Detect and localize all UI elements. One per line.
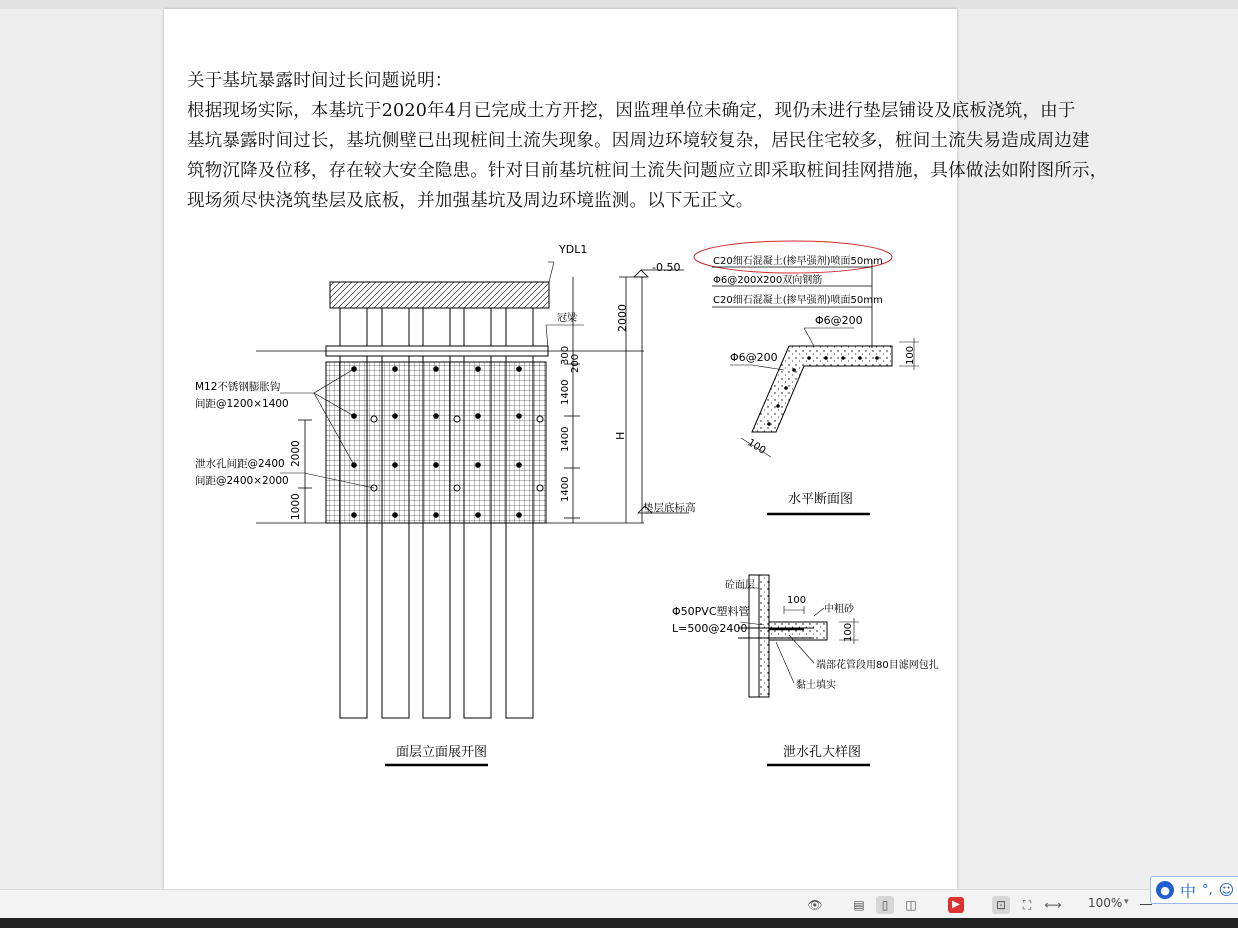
ime-punctuation-icon[interactable]: °,	[1202, 882, 1213, 898]
drain-dim-100-b: 100	[843, 622, 854, 642]
crown-beam-label: 冠梁	[557, 313, 577, 324]
actual-size-icon[interactable]: ⊡	[992, 896, 1010, 914]
section-labels	[713, 254, 916, 507]
top-band	[0, 0, 1238, 9]
drain-sand-label: 中粗砂	[824, 604, 854, 615]
drain-pipe-label: Φ50PVC塑料管	[672, 605, 750, 618]
zoom-out-icon[interactable]	[1140, 904, 1152, 905]
status-bar	[0, 889, 1238, 919]
note-line-4: 现场须尽快浇筑垫层及底板，并加强基坑及周边环境监测。以下无正文。	[187, 191, 754, 211]
drain-surface-label: 砼面层	[725, 580, 755, 591]
fit-width-icon[interactable]: ⟷	[1044, 898, 1062, 912]
zoom-dropdown-icon[interactable]: ▾	[1124, 897, 1129, 907]
note-line-2: 基坑暴露时间过长，基坑侧壁已出现桩间土流失现象。因周边环境较复杂，居民住宅较多，桩间土流失易造成周边建	[187, 131, 1090, 151]
single-page-icon[interactable]: ▯	[876, 896, 894, 914]
ime-language[interactable]: 中	[1180, 881, 1197, 901]
elevation-caption: 面层立面展开图	[396, 745, 488, 760]
drain-detail-labels	[672, 578, 939, 760]
anchor-label: M12不锈钢膨胀钩	[195, 381, 281, 393]
bottom-level-label: 垫层底标高	[643, 502, 696, 514]
eye-protection-icon[interactable]: 👁	[807, 898, 823, 912]
note-line-1: 根据现场实际，本基坑于2020年4月已完成土方开挖，因监理单位未确定，现仍未进行垫层铺设及底板浇筑，由于	[187, 101, 1076, 121]
dual-page-icon[interactable]: ◫	[905, 898, 917, 912]
drain-label: 泄水孔间距@2400	[195, 458, 285, 470]
dim-1400-a: 1400	[560, 379, 571, 405]
ime-emoji-icon[interactable]: ☺	[1218, 881, 1235, 899]
engineering-drawing	[164, 230, 957, 790]
continuous-page-icon[interactable]: ▤	[853, 898, 865, 912]
top-level-label: -0.50	[652, 261, 681, 274]
dim-200: 200	[570, 353, 581, 373]
drain-fill-label: 黏土填实	[796, 680, 836, 691]
drain-detail-drawing	[738, 575, 859, 697]
note-text	[187, 66, 1108, 216]
dim-300: 300	[560, 345, 571, 365]
section-drawing	[694, 241, 919, 457]
note-line-3: 筑物沉降及位移，存在较大安全隐患。针对目前基坑桩间土流失问题应立即采取桩间挂网措施，具体做法如附图所示，	[187, 161, 1108, 181]
drain-dim-100-a: 100	[787, 595, 807, 606]
section-layer-1: C20细石混凝土(掺早强剂)喷面50mm	[713, 256, 883, 267]
drain-wrap-label: 端部花管段用80目滤网包扎	[816, 660, 939, 671]
dim-left-1000: 1000	[290, 493, 302, 520]
dim-1400-c: 1400	[560, 476, 571, 502]
ime-user-icon[interactable]: ●	[1156, 881, 1174, 899]
dim-2000: 2000	[616, 304, 629, 332]
section-caption: 水平断面图	[788, 492, 854, 507]
fit-page-icon[interactable]: ⛶	[1022, 897, 1032, 912]
drain-spacing-label: 间距@2400×2000	[195, 475, 289, 487]
section-layer-2: Φ6@200X200双向钢筋	[713, 275, 823, 286]
section-rebar-b: Φ6@200	[730, 351, 778, 364]
dim-h: H	[614, 431, 627, 440]
section-layer-3: C20细石混凝土(掺早强剂)喷面50mm	[713, 295, 883, 306]
anchor-spacing-label: 间距@1200×1400	[195, 398, 289, 410]
play-icon[interactable]: ▶	[947, 896, 965, 914]
dim-1400-b: 1400	[560, 426, 571, 452]
dim-left-2000: 2000	[290, 440, 302, 467]
drain-caption: 泄水孔大样图	[783, 745, 862, 760]
section-rebar-a: Φ6@200	[815, 314, 863, 327]
zoom-level[interactable]: 100%	[1088, 896, 1123, 910]
ydl-label: YDL1	[559, 243, 588, 256]
note-title: 关于基坑暴露时间过长问题说明：	[187, 71, 453, 91]
ime-toolbar[interactable]	[1150, 876, 1238, 904]
section-dim-100-b: 100	[745, 437, 768, 457]
taskbar-strip	[0, 918, 1238, 928]
drain-pipe-length: L=500@2400	[672, 622, 748, 635]
section-dim-100-a: 100	[905, 345, 916, 365]
